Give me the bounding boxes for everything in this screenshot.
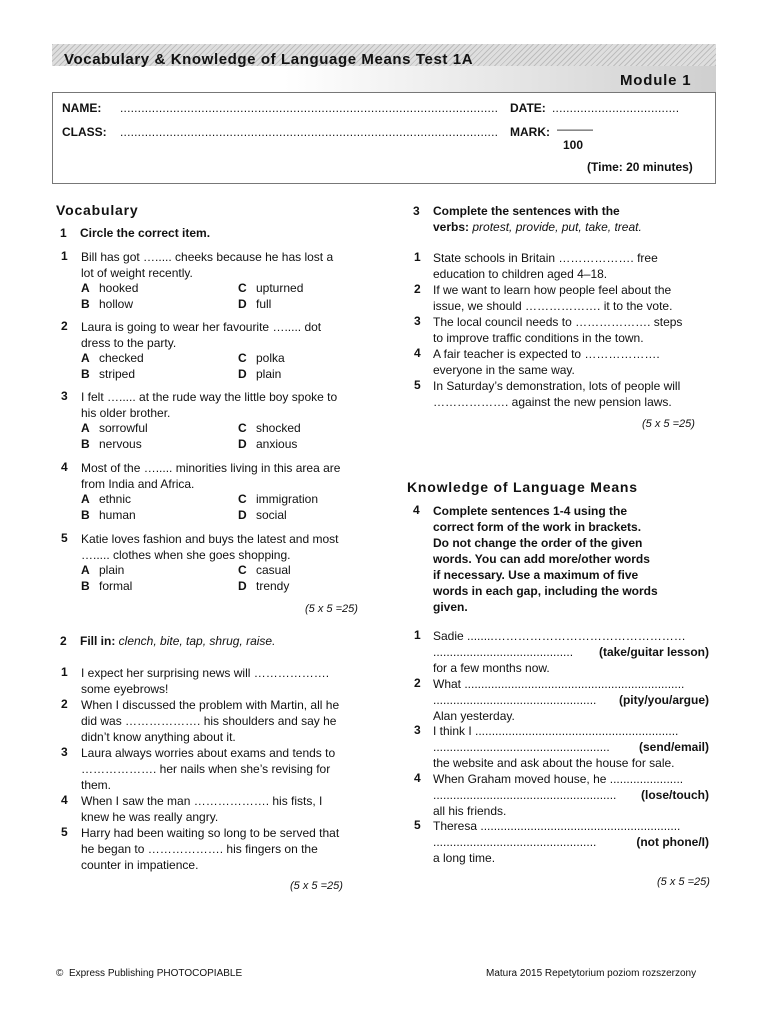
option-letter: D	[238, 508, 247, 522]
option-text: full	[256, 297, 272, 311]
option-letter: B	[81, 437, 90, 451]
item-text: Alan yesterday.	[433, 708, 515, 723]
option-letter: C	[238, 563, 247, 577]
answer-line[interactable]	[433, 787, 709, 803]
item-text: for a few months now.	[433, 661, 550, 675]
option-letter: B	[81, 297, 90, 311]
option-text: immigration	[256, 492, 319, 506]
answer-dots: .................................................	[433, 692, 597, 707]
item-text: everyone in the same way.	[433, 363, 575, 377]
answer-line[interactable]	[433, 692, 709, 708]
footer-right: Matura 2015 Repetytorium poziom rozszerzony	[486, 968, 697, 979]
option-letter: A	[81, 563, 90, 577]
answer-option[interactable]	[81, 421, 148, 435]
option-text: upturned	[256, 281, 304, 295]
item-text: Laura always worries about exams and tends to	[81, 746, 336, 760]
option-letter: C	[238, 281, 247, 295]
answer-option[interactable]	[238, 579, 289, 593]
name-label: NAME:	[62, 101, 102, 115]
task3-instruction-2	[433, 220, 642, 234]
item-number: 2	[61, 697, 68, 711]
option-text: social	[256, 508, 287, 522]
item-number: 4	[61, 793, 68, 807]
item-text: ………………. her nails when she’s revising for	[81, 762, 331, 776]
answer-line[interactable]: What ..................................................................	[433, 676, 685, 691]
test-title: Vocabulary & Knowledge of Language Means Test 1A	[64, 51, 474, 68]
item-text: issue, we should ………………. it to the vote.	[433, 299, 673, 313]
item-text: Laura is going to wear her favourite …..... dot	[81, 320, 322, 334]
answer-option[interactable]	[238, 508, 287, 522]
answer-option[interactable]	[81, 579, 132, 593]
word-hint: (lose/touch)	[641, 787, 709, 802]
item-number: 3	[414, 314, 421, 328]
answer-option[interactable]	[81, 281, 138, 295]
task2-number: 2	[60, 634, 67, 648]
item-text: he began to ………………. his fingers on the	[81, 842, 318, 856]
answer-line[interactable]	[433, 644, 709, 660]
option-letter: D	[238, 579, 247, 593]
task1-instruction	[60, 226, 210, 240]
answer-option[interactable]	[238, 421, 301, 435]
item-number: 3	[61, 389, 68, 403]
item-text: some eyebrows!	[81, 682, 169, 696]
item-number: 5	[61, 531, 68, 545]
answer-line[interactable]: Theresa ............................................................	[433, 819, 681, 833]
task1-title: Circle the correct item.	[80, 226, 211, 240]
item-number: 2	[414, 282, 421, 296]
item-number: 2	[414, 675, 421, 690]
task3-title: Complete the sentences with the	[433, 204, 620, 218]
item-number: 4	[414, 346, 421, 360]
answer-option[interactable]	[81, 508, 136, 522]
answer-line[interactable]	[433, 834, 709, 850]
answer-option[interactable]	[81, 297, 133, 311]
module-label: Module 1	[620, 72, 692, 89]
task3-instruction	[413, 204, 620, 218]
item-text: knew he was really angry.	[81, 810, 219, 824]
item-number: 3	[414, 723, 421, 737]
item-text: Most of the …..... minorities living in this area are	[81, 461, 341, 475]
answer-dots: .................................................	[433, 835, 597, 849]
task4-score: (5 x 5 =25)	[657, 876, 710, 888]
item-text: ………………. against the new pension laws.	[433, 395, 672, 409]
option-letter: A	[81, 351, 90, 365]
answer-line[interactable]: Sadie ........…………………………………………	[433, 629, 686, 643]
mark-label: MARK:	[510, 125, 550, 139]
answer-dots: ..........................................	[433, 645, 574, 659]
class-field[interactable]: ...........................................................................................................	[120, 125, 499, 139]
item-text: When I saw the man ………………. his fists, I	[81, 794, 323, 808]
option-letter: D	[238, 437, 247, 451]
option-letter: B	[81, 508, 90, 522]
option-letter: D	[238, 297, 247, 311]
footer-left	[56, 968, 242, 979]
option-letter: C	[238, 351, 247, 365]
item-text: the website and ask about the house for sale.	[433, 756, 675, 770]
mark-total: 100	[563, 138, 584, 152]
item-text: dress to the party.	[81, 336, 177, 350]
option-text: ethnic	[99, 492, 132, 506]
item-number: 1	[61, 665, 68, 679]
item-text: his older brother.	[81, 406, 171, 420]
item-number: 5	[414, 818, 421, 832]
task2-instruction	[60, 634, 275, 648]
vocabulary-heading: Vocabulary	[56, 202, 139, 218]
option-letter: A	[81, 281, 90, 295]
item-text: I expect her surprising news will ……………….	[81, 666, 330, 680]
task3-title-2: verbs:	[433, 220, 470, 234]
item-text: The local council needs to ………………. steps	[433, 315, 683, 329]
item-text: I felt …..... at the rude way the little boy spoke to	[81, 390, 338, 404]
item-text: all his friends.	[433, 803, 507, 818]
footer-publisher: Express Publishing PHOTOCOPIABLE	[68, 968, 243, 979]
answer-dots: .....................................................	[433, 740, 610, 754]
option-text: hooked	[99, 281, 139, 295]
task4-instruction-line: correct form of the work in brackets.	[433, 520, 642, 534]
answer-option[interactable]	[238, 437, 297, 451]
option-letter: C	[238, 492, 247, 506]
item-text: Bill has got …..... cheeks because he has lost a	[81, 250, 334, 264]
item-text: Harry had been waiting so long to be served that	[81, 826, 340, 840]
option-text: casual	[256, 563, 291, 577]
task4-instruction-line: if necessary. Use a maximum of five	[433, 568, 639, 582]
task4-instruction-line: words in each gap, including the words	[433, 584, 658, 598]
option-text: plain	[256, 367, 282, 381]
answer-option[interactable]	[238, 297, 271, 311]
task4-instruction-line: given.	[433, 600, 468, 614]
item-text: If we want to learn how people feel about the	[433, 283, 672, 297]
task2-words: clench, bite, tap, shrug, raise.	[118, 634, 276, 648]
klm-heading: Knowledge of Language Means	[407, 479, 638, 495]
item-text: them.	[81, 778, 112, 792]
item-number: 1	[414, 250, 421, 264]
task1-number: 1	[60, 226, 67, 240]
answer-option[interactable]	[238, 563, 291, 577]
task4-number: 4	[413, 503, 420, 517]
answer-option[interactable]	[238, 281, 303, 295]
item-text: lot of weight recently.	[81, 266, 193, 280]
mark-field[interactable]: ———	[557, 122, 593, 136]
option-text: hollow	[99, 297, 134, 311]
word-hint: (take/guitar lesson)	[598, 645, 709, 659]
task4-instruction-line: Do not change the order of the given	[433, 536, 643, 550]
answer-option[interactable]	[81, 492, 131, 506]
item-text: from India and Africa.	[81, 477, 195, 491]
option-letter: C	[238, 421, 247, 435]
option-text: nervous	[99, 437, 142, 451]
option-text: shocked	[256, 421, 301, 435]
item-text: A fair teacher is expected to ……………….	[433, 347, 660, 361]
word-hint: (pity/you/argue)	[618, 692, 709, 707]
word-hint: (send/email)	[638, 740, 709, 754]
task1-score: (5 x 5 =25)	[305, 603, 358, 615]
answer-option[interactable]	[238, 492, 318, 506]
option-letter: A	[81, 421, 90, 435]
option-text: polka	[256, 351, 285, 365]
item-text: When I discussed the problem with Martin, all he	[81, 698, 340, 712]
item-text: Katie loves fashion and buys the latest and most	[81, 532, 339, 546]
class-label: CLASS:	[62, 125, 107, 139]
answer-option[interactable]	[81, 351, 144, 365]
option-letter: B	[81, 579, 90, 593]
item-number: 3	[61, 745, 68, 759]
option-text: human	[99, 508, 136, 522]
item-text: In Saturday’s demonstration, lots of people will	[433, 379, 681, 393]
option-letter: B	[81, 367, 90, 381]
item-text: counter in impatience.	[81, 858, 199, 872]
item-text: didn’t know anything about it.	[81, 730, 236, 744]
answer-dots: .......................................................	[433, 787, 617, 802]
item-text: State schools in Britain ………………. free	[433, 251, 658, 265]
option-text: sorrowful	[99, 421, 148, 435]
item-number: 4	[414, 770, 421, 785]
task4-instruction-line: words. You can add more/other words	[433, 552, 650, 566]
item-number: 1	[414, 628, 421, 642]
item-text: to improve traffic conditions in the town.	[433, 331, 644, 345]
option-letter: A	[81, 492, 90, 506]
task3-number: 3	[413, 204, 420, 218]
item-number: 2	[61, 319, 68, 333]
item-text: a long time.	[433, 851, 496, 865]
answer-option[interactable]	[238, 367, 281, 381]
option-text: striped	[99, 367, 136, 381]
answer-option[interactable]	[81, 437, 142, 451]
header-module-bar	[52, 66, 716, 92]
option-text: checked	[99, 351, 144, 365]
task4-instruction	[433, 503, 658, 615]
word-hint: (not phone/I)	[636, 835, 709, 849]
option-text: formal	[99, 579, 133, 593]
task4-instruction-line: Complete sentences 1-4 using the	[433, 504, 628, 518]
answer-option[interactable]	[81, 563, 124, 577]
answer-option[interactable]	[238, 351, 285, 365]
answer-line[interactable]: When Graham moved house, he ......................	[433, 771, 684, 786]
answer-option[interactable]	[81, 367, 135, 381]
item-number: 4	[61, 460, 68, 474]
option-text: anxious	[256, 437, 298, 451]
task2-score: (5 x 5 =25)	[290, 880, 343, 892]
item-number: 1	[61, 249, 68, 263]
time-note: (Time: 20 minutes)	[587, 160, 693, 174]
task3-words: protest, provide, put, take, treat.	[472, 220, 642, 234]
copyright-icon: ©	[56, 968, 64, 979]
task2-title: Fill in:	[80, 634, 116, 648]
option-letter: D	[238, 367, 247, 381]
date-field[interactable]: ....................................	[552, 101, 680, 115]
item-text: education to children aged 4–18.	[433, 267, 608, 281]
task3-score: (5 x 5 =25)	[642, 418, 695, 430]
name-field[interactable]: ...........................................................................................................	[120, 101, 499, 115]
answer-line[interactable]: I think I .............................................................	[433, 724, 679, 738]
option-text: plain	[99, 563, 125, 577]
item-number: 5	[61, 825, 68, 839]
answer-line[interactable]	[433, 739, 709, 755]
item-text: …..... clothes when she goes shopping.	[81, 548, 291, 562]
item-number: 5	[414, 378, 421, 392]
option-text: trendy	[256, 579, 290, 593]
item-text: did was ………………. his shoulders and say he	[81, 714, 337, 728]
date-label: DATE:	[510, 101, 546, 115]
